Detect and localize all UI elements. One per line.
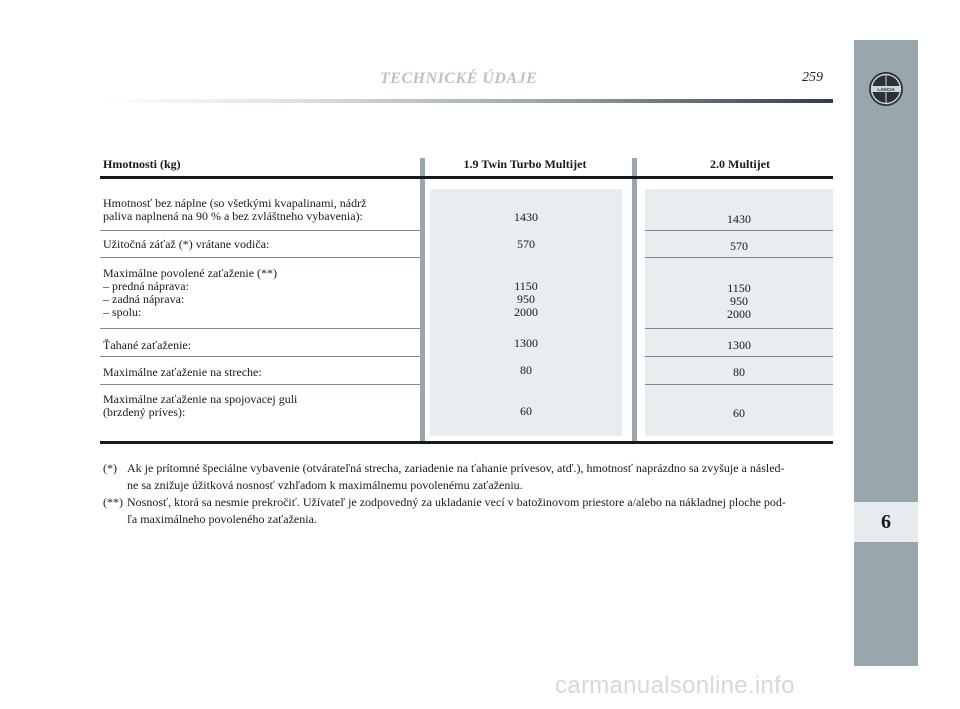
table-cell-col2: 1150 950 2000 [727, 281, 751, 321]
column-separator-2 [632, 158, 637, 443]
row-divider [645, 328, 833, 329]
table-cell-col1: 1430 [514, 210, 538, 224]
logo-text: LANCIA [877, 87, 895, 92]
table-row-label: Užitočná záťaž (*) vrátane vodiča: [103, 237, 270, 251]
watermark: carmanualsonline.info [555, 672, 795, 699]
page-section-title: TECHNICKÉ ÚDAJE [380, 70, 538, 87]
table-row-label: Maximálne zaťaženie na spojovacej guli (brzdený príves): [103, 392, 298, 419]
table-header-label: Hmotnosti (kg) [103, 157, 181, 171]
table-cell-col2: 1430 [727, 212, 751, 226]
footnote: (*) Ak je prítomné špeciálne vybavenie (otvárateľná strecha, zariadenie na ťahanie prívesov, atď.), hmotnosť naprázdno sa zvyšuje a násled- ne sa znižuje úžitková nosnosť vzhľadom k maximálnemu povolenému zaťaženiu. [103, 461, 785, 492]
table-cell-col1: 60 [520, 404, 532, 418]
chapter-tab[interactable]: 6 [854, 502, 918, 542]
table-cell-col2: 60 [733, 406, 745, 420]
table-header-rule [100, 176, 833, 179]
lancia-logo-icon [868, 71, 904, 107]
table-cell-col2: 80 [733, 365, 745, 379]
chapter-sidebar [854, 40, 918, 666]
row-divider [645, 257, 833, 258]
table-bottom-rule [100, 441, 833, 444]
row-divider [100, 328, 420, 329]
row-divider [645, 230, 833, 231]
table-cell-col1: 80 [520, 363, 532, 377]
page-number: 259 [802, 70, 823, 85]
table-header-col2: 2.0 Multijet [710, 157, 770, 171]
row-divider [645, 356, 833, 357]
table-row-label: Hmotnosť bez náplne (so všetkými kvapalinami, nádrž paliva naplnená na 90 % a bez zvláštneho vybavenia): [103, 196, 367, 223]
row-divider [100, 356, 420, 357]
row-divider [100, 384, 420, 385]
row-divider [100, 257, 420, 258]
table-row-label: Maximálne povolené zaťaženie (**) – predná náprava: – zadná náprava: – spolu: [103, 266, 278, 319]
row-divider [100, 230, 420, 231]
table-cell-col1: 570 [517, 237, 535, 251]
column-separator-1 [420, 158, 425, 443]
table-cell-col1: 1300 [514, 336, 538, 350]
table-cell-col2: 1300 [727, 338, 751, 352]
footnote: (**) Nosnosť, ktorá sa nesmie prekročiť. Užívateľ je zodpovedný za ukladanie vecí v batožinovom priestore a/alebo na nákladnej ploche pod- ľa maximálneho povoleného zaťaženia. [103, 495, 786, 526]
table-cell-col2: 570 [730, 239, 748, 253]
table-row-label: Ťahané zaťaženie: [103, 338, 192, 352]
header-divider [100, 99, 833, 103]
table-header-col1: 1.9 Twin Turbo Multijet [463, 157, 587, 171]
row-divider [645, 384, 833, 385]
table-cell-col1: 1150 950 2000 [514, 279, 538, 319]
table-row-label: Maximálne zaťaženie na streche: [103, 365, 262, 379]
